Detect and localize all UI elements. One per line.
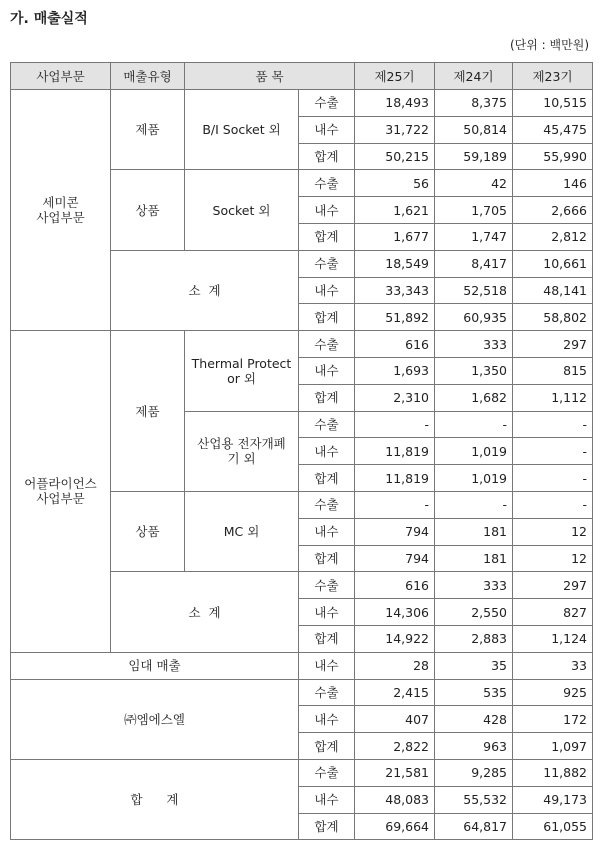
- kind-label: 내수: [299, 599, 355, 626]
- kind-label: 수출: [299, 411, 355, 438]
- value-cell: -: [355, 491, 435, 518]
- value-cell: 1,112: [513, 384, 593, 411]
- kind-label: 합계: [299, 813, 355, 840]
- value-cell: 1,124: [513, 625, 593, 652]
- division-cell: 세미콘 사업부문: [11, 90, 111, 331]
- kind-label: 합계: [299, 223, 355, 250]
- kind-label: 내수: [299, 706, 355, 733]
- item-cell: MC 외: [185, 491, 299, 571]
- value-cell: 963: [435, 733, 513, 760]
- table-row: [11, 652, 593, 679]
- subtotal-cell: 소 계: [111, 572, 299, 652]
- value-cell: 815: [513, 357, 593, 384]
- sales-type-cell: 상품: [111, 491, 185, 571]
- table-row: [11, 331, 593, 358]
- value-cell: 21,581: [355, 759, 435, 786]
- value-cell: 11,819: [355, 438, 435, 465]
- value-cell: 181: [435, 518, 513, 545]
- value-cell: -: [513, 465, 593, 492]
- value-cell: 12: [513, 545, 593, 572]
- value-cell: 11,882: [513, 759, 593, 786]
- kind-label: 합계: [299, 143, 355, 170]
- rental-cell: 임대 매출: [11, 652, 299, 679]
- item-cell: B/I Socket 외: [185, 90, 299, 170]
- kind-label: 수출: [299, 331, 355, 358]
- value-cell: 55,532: [435, 786, 513, 813]
- value-cell: 61,055: [513, 813, 593, 840]
- value-cell: -: [435, 411, 513, 438]
- value-cell: 18,549: [355, 250, 435, 277]
- kind-label: 합계: [299, 545, 355, 572]
- table-row: [11, 759, 593, 786]
- value-cell: 172: [513, 706, 593, 733]
- value-cell: 535: [435, 679, 513, 706]
- kind-label: 내수: [299, 197, 355, 224]
- value-cell: 616: [355, 572, 435, 599]
- kind-label: 내수: [299, 518, 355, 545]
- value-cell: 8,375: [435, 90, 513, 117]
- value-cell: 1,693: [355, 357, 435, 384]
- header-row: [11, 63, 593, 90]
- kind-label: 합계: [299, 384, 355, 411]
- item-cell: Thermal Protect or 외: [185, 331, 299, 411]
- value-cell: 2,822: [355, 733, 435, 760]
- value-cell: 28: [355, 652, 435, 679]
- value-cell: 12: [513, 518, 593, 545]
- value-cell: 181: [435, 545, 513, 572]
- value-cell: 48,141: [513, 277, 593, 304]
- value-cell: 146: [513, 170, 593, 197]
- value-cell: 1,621: [355, 197, 435, 224]
- sales-type-cell: 제품: [111, 90, 185, 170]
- value-cell: 2,812: [513, 223, 593, 250]
- value-cell: 52,518: [435, 277, 513, 304]
- value-cell: 50,215: [355, 143, 435, 170]
- value-cell: 1,682: [435, 384, 513, 411]
- sales-type-cell: 제품: [111, 331, 185, 492]
- value-cell: 407: [355, 706, 435, 733]
- subtotal-cell: 소 계: [111, 250, 299, 330]
- header-division: 사업부문: [11, 63, 111, 90]
- division-cell: 어플라이언스 사업부문: [11, 331, 111, 653]
- header-period-25: 제25기: [355, 63, 435, 90]
- value-cell: 55,990: [513, 143, 593, 170]
- value-cell: 48,083: [355, 786, 435, 813]
- value-cell: -: [513, 411, 593, 438]
- value-cell: 297: [513, 572, 593, 599]
- value-cell: -: [355, 411, 435, 438]
- kind-label: 수출: [299, 572, 355, 599]
- header-period-23: 제23기: [513, 63, 593, 90]
- kind-label: 수출: [299, 491, 355, 518]
- value-cell: -: [513, 438, 593, 465]
- header-period-24: 제24기: [435, 63, 513, 90]
- kind-label: 수출: [299, 679, 355, 706]
- value-cell: 58,802: [513, 304, 593, 331]
- sales-table: [10, 62, 593, 840]
- value-cell: 794: [355, 545, 435, 572]
- value-cell: 60,935: [435, 304, 513, 331]
- unit-note: (단위 : 백만원): [510, 38, 589, 52]
- value-cell: 11,819: [355, 465, 435, 492]
- kind-label: 합계: [299, 304, 355, 331]
- value-cell: 333: [435, 331, 513, 358]
- value-cell: 9,285: [435, 759, 513, 786]
- value-cell: 35: [435, 652, 513, 679]
- value-cell: 1,097: [513, 733, 593, 760]
- value-cell: 1,677: [355, 223, 435, 250]
- value-cell: 2,666: [513, 197, 593, 224]
- value-cell: -: [513, 491, 593, 518]
- kind-label: 수출: [299, 250, 355, 277]
- kind-label: 내수: [299, 438, 355, 465]
- value-cell: 1,350: [435, 357, 513, 384]
- subsidiary-cell: ㈜엠에스엘: [11, 679, 299, 759]
- value-cell: 51,892: [355, 304, 435, 331]
- value-cell: 59,189: [435, 143, 513, 170]
- value-cell: 333: [435, 572, 513, 599]
- kind-label: 수출: [299, 759, 355, 786]
- value-cell: 49,173: [513, 786, 593, 813]
- value-cell: 42: [435, 170, 513, 197]
- value-cell: 2,415: [355, 679, 435, 706]
- kind-label: 합계: [299, 625, 355, 652]
- value-cell: 1,705: [435, 197, 513, 224]
- value-cell: 10,515: [513, 90, 593, 117]
- kind-label: 내수: [299, 786, 355, 813]
- item-cell: 산업용 전자개폐 기 외: [185, 411, 299, 491]
- value-cell: 827: [513, 599, 593, 626]
- value-cell: 64,817: [435, 813, 513, 840]
- kind-label: 내수: [299, 116, 355, 143]
- value-cell: -: [435, 491, 513, 518]
- section-title: 가. 매출실적: [10, 11, 88, 27]
- value-cell: 56: [355, 170, 435, 197]
- kind-label: 합계: [299, 465, 355, 492]
- value-cell: 18,493: [355, 90, 435, 117]
- header-item: 품 목: [185, 63, 355, 90]
- value-cell: 50,814: [435, 116, 513, 143]
- value-cell: 925: [513, 679, 593, 706]
- value-cell: 33: [513, 652, 593, 679]
- value-cell: 297: [513, 331, 593, 358]
- value-cell: 1,747: [435, 223, 513, 250]
- value-cell: 69,664: [355, 813, 435, 840]
- item-cell: Socket 외: [185, 170, 299, 250]
- value-cell: 1,019: [435, 465, 513, 492]
- value-cell: 794: [355, 518, 435, 545]
- table-row: [11, 679, 593, 706]
- header-type: 매출유형: [111, 63, 185, 90]
- value-cell: 8,417: [435, 250, 513, 277]
- kind-label: 합계: [299, 733, 355, 760]
- value-cell: 616: [355, 331, 435, 358]
- value-cell: 14,922: [355, 625, 435, 652]
- value-cell: 33,343: [355, 277, 435, 304]
- sales-type-cell: 상품: [111, 170, 185, 250]
- value-cell: 428: [435, 706, 513, 733]
- kind-label: 수출: [299, 170, 355, 197]
- value-cell: 2,550: [435, 599, 513, 626]
- table-row: [11, 90, 593, 117]
- grand-total-cell: 합 계: [11, 759, 299, 839]
- kind-label: 내수: [299, 357, 355, 384]
- kind-label: 내수: [299, 277, 355, 304]
- value-cell: 2,310: [355, 384, 435, 411]
- value-cell: 45,475: [513, 116, 593, 143]
- value-cell: 1,019: [435, 438, 513, 465]
- value-cell: 31,722: [355, 116, 435, 143]
- kind-label: 수출: [299, 90, 355, 117]
- kind-label: 내수: [299, 652, 355, 679]
- value-cell: 10,661: [513, 250, 593, 277]
- value-cell: 14,306: [355, 599, 435, 626]
- value-cell: 2,883: [435, 625, 513, 652]
